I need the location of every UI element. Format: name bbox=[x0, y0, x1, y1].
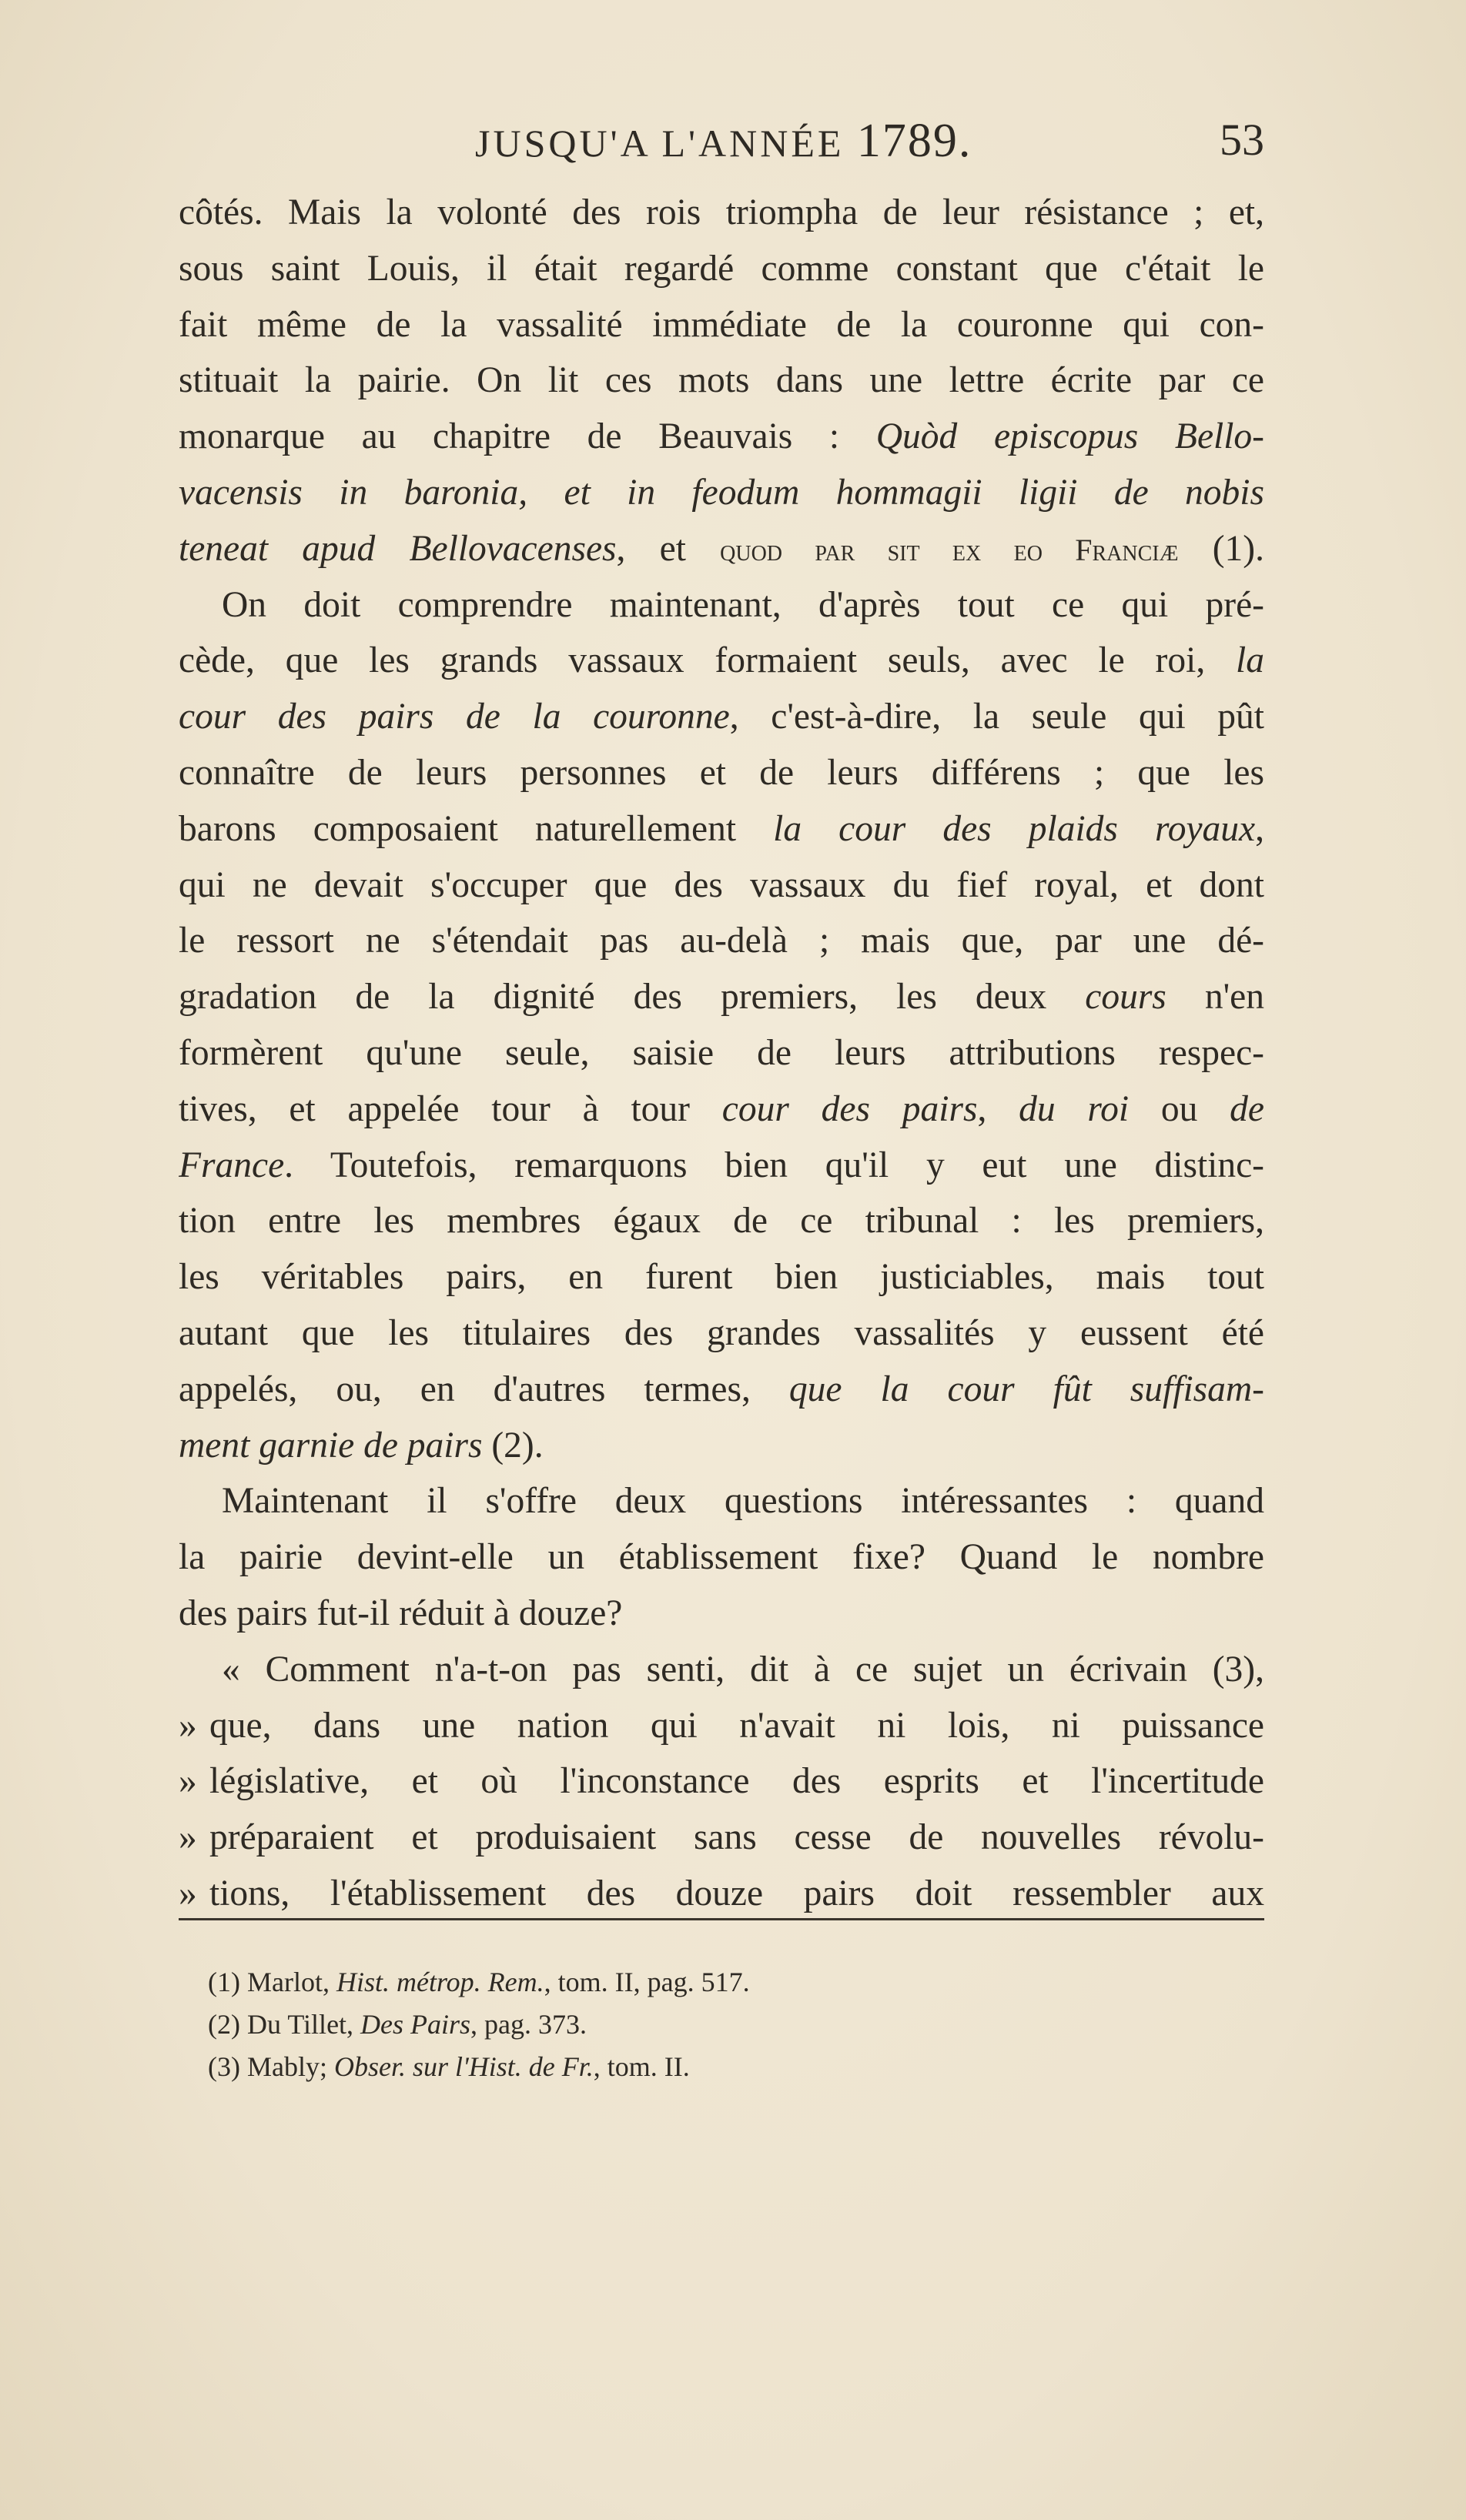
italic-text: de bbox=[1230, 1088, 1264, 1129]
footnote-title: Des Pairs bbox=[360, 2009, 471, 2040]
footnote-title: Hist. métrop. Rem. bbox=[336, 1967, 544, 1997]
text-line: On doit comprendre maintenant, d'après tout ce qui pré- bbox=[222, 584, 1264, 625]
text-line: sous saint Louis, il était regardé comme constant que c'était le bbox=[179, 248, 1264, 289]
small-caps-text: quod par sit ex eo Franciæ bbox=[720, 532, 1179, 567]
text-line: connaître de leurs personnes et de leurs différens ; que les bbox=[179, 752, 1264, 793]
page-header bbox=[179, 114, 1264, 175]
text-segment: , c'est-à-dire, la seule qui pût bbox=[729, 697, 1264, 737]
text-line bbox=[179, 1418, 1264, 1474]
text-segment: monarque au chapitre de Beauvais : bbox=[179, 416, 876, 457]
text-segment: gradation de la dignité des premiers, les deux bbox=[179, 977, 1086, 1018]
text-line bbox=[179, 633, 1264, 689]
latin-quote: teneat apud Bellovacenses bbox=[179, 528, 617, 569]
quote-mark: » bbox=[179, 1761, 197, 1802]
text-line bbox=[179, 801, 1264, 857]
footnote-author: Du Tillet, bbox=[246, 2009, 361, 2040]
text-line bbox=[179, 1810, 1264, 1866]
text-line bbox=[179, 465, 1264, 521]
footnote-rest: , pag. 373. bbox=[470, 2009, 587, 2040]
quote-mark: » bbox=[179, 1873, 197, 1913]
text-segment: que, dans une nation qui n'avait ni lois, ni puissance bbox=[209, 1705, 1264, 1746]
text-line bbox=[179, 1866, 1264, 1922]
text-line bbox=[179, 521, 1264, 577]
text-line bbox=[179, 1362, 1264, 1418]
italic-text: France bbox=[179, 1145, 285, 1185]
text-line bbox=[179, 1138, 1264, 1194]
text-segment: préparaient et produisaient sans cesse de nouvelles révolu- bbox=[209, 1817, 1264, 1858]
text-line: les véritables pairs, en furent bien justiciables, mais tout bbox=[179, 1257, 1264, 1298]
footnote-ref: (2). bbox=[482, 1425, 544, 1466]
italic-text: cour des pairs bbox=[721, 1088, 978, 1129]
italic-text: la bbox=[1236, 640, 1264, 681]
text-line: qui ne devait s'occuper que des vassaux du fief royal, et dont bbox=[179, 864, 1264, 905]
footnote-number: (3) bbox=[208, 2051, 240, 2082]
text-line: autant que les titulaires des grandes vassalités y eussent été bbox=[179, 1312, 1264, 1353]
footnote-title: Obser. sur l'Hist. de Fr. bbox=[333, 2051, 594, 2082]
footnote-separator bbox=[179, 1918, 1264, 1920]
footnote-number: (2) bbox=[208, 2009, 240, 2040]
running-title-year: 1789. bbox=[856, 115, 972, 167]
text-line: le ressort ne s'étendait pas au-delà ; mais que, par une dé- bbox=[179, 921, 1264, 961]
footnote-number: (1) bbox=[208, 1967, 240, 1997]
text-segment: , bbox=[1255, 808, 1264, 849]
text-line bbox=[179, 969, 1264, 1025]
text-line: des pairs fut-il réduit à douze? bbox=[179, 1593, 623, 1633]
footnote-rest: , tom. II, pag. 517. bbox=[544, 1967, 750, 1997]
page-number: 53 bbox=[1220, 115, 1264, 165]
text-line: Maintenant il s'offre deux questions intéressantes : quand bbox=[222, 1481, 1264, 1522]
text-segment: tives, et appelée tour à tour bbox=[179, 1088, 722, 1129]
text-segment: appelés, ou, en d'autres termes, bbox=[179, 1369, 789, 1409]
quote-mark: » bbox=[179, 1705, 197, 1746]
italic-text: cour des pairs de la couronne bbox=[179, 697, 730, 737]
italic-text: du roi bbox=[1019, 1088, 1130, 1129]
text-line: fait même de la vassalité immédiate de la couronne qui con- bbox=[179, 304, 1264, 345]
footnote-ref: (1). bbox=[1178, 528, 1264, 569]
text-line bbox=[179, 689, 1264, 745]
quote-mark: » bbox=[179, 1817, 197, 1858]
text-segment: , et bbox=[616, 528, 721, 569]
text-line: tion entre les membres égaux de ce tribunal : les premiers, bbox=[179, 1201, 1264, 1242]
text-segment: législative, et où l'inconstance des esprits et l'incertitude bbox=[209, 1761, 1264, 1802]
text-line: la pairie devint-elle un établissement fixe? Quand le nombre bbox=[179, 1537, 1264, 1578]
running-title-text: JUSQU'A L'ANNÉE bbox=[475, 122, 845, 165]
text-line: stituait la pairie. On lit ces mots dans une lettre écrite par ce bbox=[179, 360, 1264, 401]
italic-text: que la cour fût suffisam- bbox=[788, 1369, 1264, 1409]
text-segment: ou bbox=[1129, 1088, 1230, 1129]
footnote-rest: , tom. II. bbox=[593, 2051, 690, 2082]
latin-quote: Quòd episcopus Bello- bbox=[875, 416, 1264, 457]
italic-text: cours bbox=[1085, 977, 1166, 1018]
text-line: formèrent qu'une seule, saisie de leurs attributions respec- bbox=[179, 1032, 1264, 1073]
text-line bbox=[179, 1753, 1264, 1810]
italic-text: ment garnie de pairs bbox=[179, 1425, 483, 1466]
text-line: côtés. Mais la volonté des rois triompha de leur résistance ; et, bbox=[179, 192, 1264, 232]
text-line bbox=[179, 409, 1264, 465]
text-line bbox=[179, 1081, 1264, 1138]
text-segment: . Toutefois, remarquons bien qu'il y eut une distinc- bbox=[284, 1145, 1264, 1185]
footnote-author: Mably; bbox=[246, 2051, 334, 2082]
body-text bbox=[179, 185, 1264, 1922]
text-segment: cède, que les grands vassaux formaient seuls, avec le roi, bbox=[179, 640, 1237, 681]
text-segment: barons composaient naturellement bbox=[179, 808, 774, 849]
footnote bbox=[208, 2004, 1132, 2046]
text-segment: n'en bbox=[1166, 977, 1264, 1018]
italic-text: la cour des plaids royaux bbox=[773, 808, 1256, 849]
footnotes bbox=[208, 1961, 1132, 2088]
latin-quote: vacensis in baronia, et in feodum hommagii ligii de nobis bbox=[179, 472, 1264, 513]
text-line bbox=[179, 1698, 1264, 1754]
footnote bbox=[208, 1961, 1132, 2004]
footnote bbox=[208, 2046, 1132, 2088]
running-title bbox=[475, 114, 972, 169]
footnote-author: Marlot, bbox=[246, 1967, 336, 1997]
text-segment: , bbox=[977, 1088, 1019, 1129]
text-line: « Comment n'a-t-on pas senti, dit à ce sujet un écrivain (3), bbox=[222, 1649, 1264, 1689]
text-segment: tions, l'établissement des douze pairs doit ressembler aux bbox=[209, 1873, 1264, 1913]
